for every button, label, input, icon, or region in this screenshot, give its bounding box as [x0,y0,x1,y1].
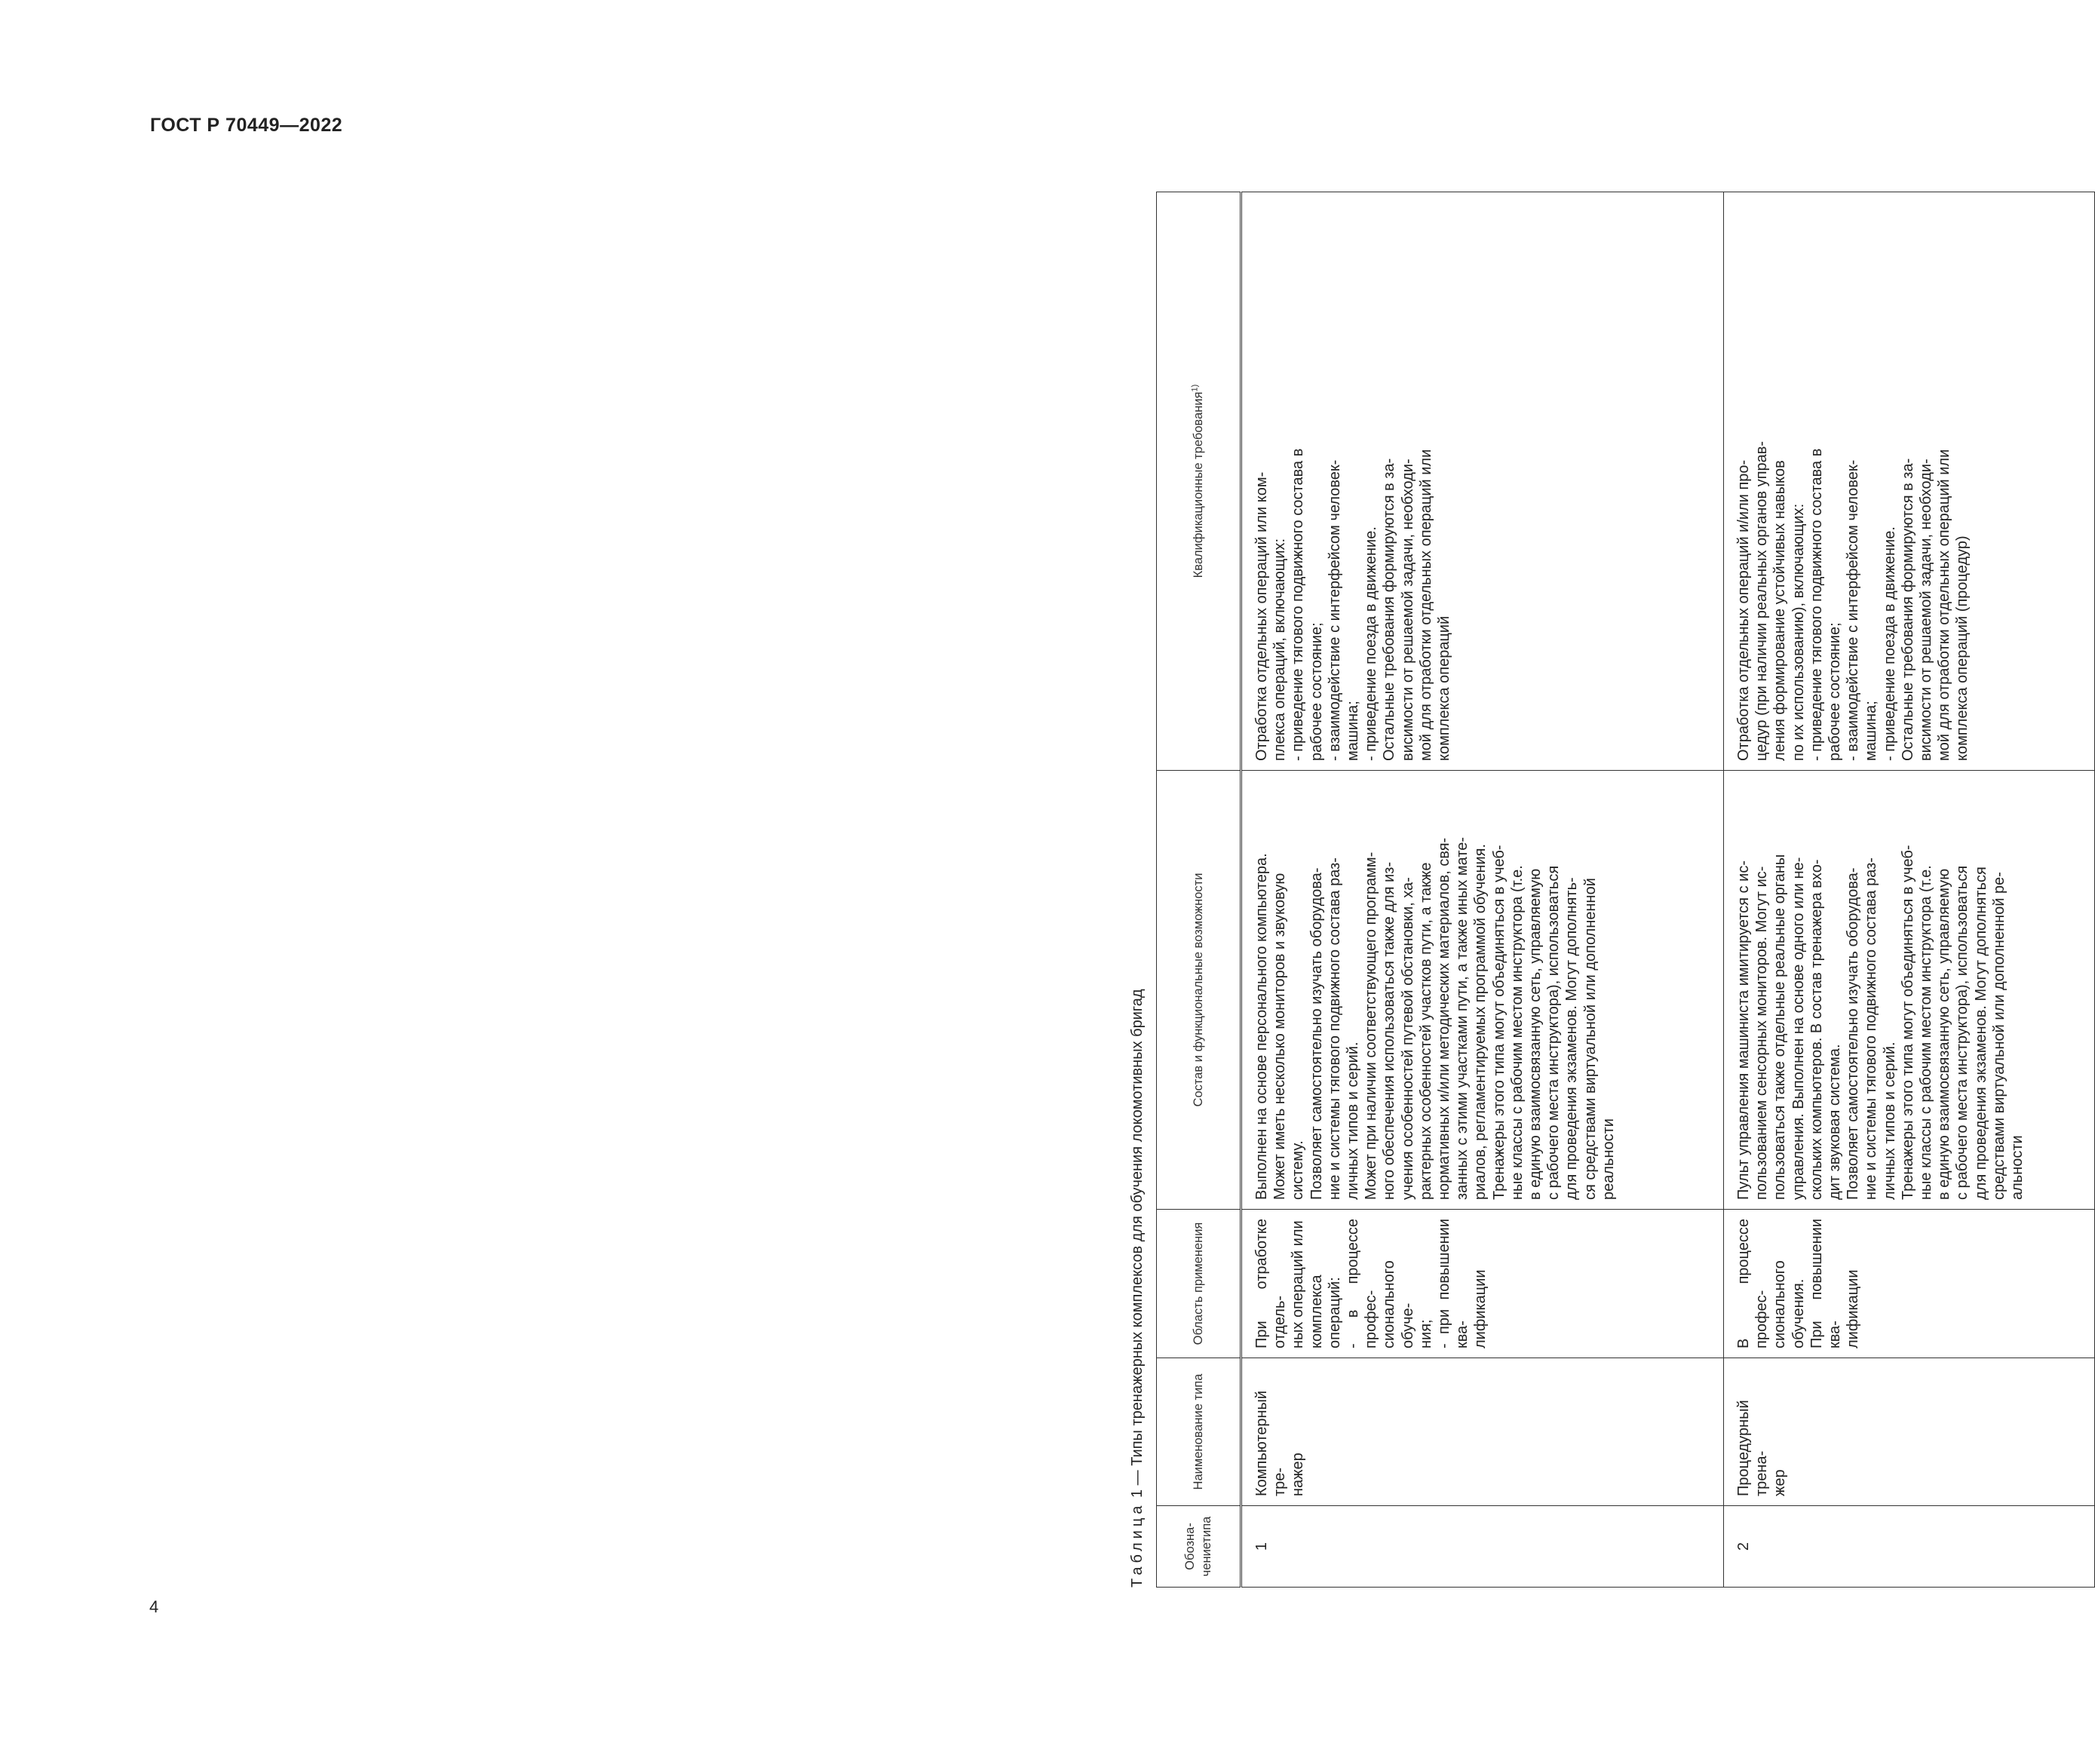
text-line: лификации [1472,1269,1489,1348]
text-line: висимости от решаемой задачи, необходи- [1399,459,1416,761]
text-line: личных типов и серий. [1881,1042,1898,1200]
text-line: В процессе профес- [1735,1219,1771,1348]
text-line: Может иметь несколько мониторов и звуковую [1271,873,1289,1200]
text-line: - приведение поезда в движение. [1881,526,1898,761]
cell-text [1735,780,2026,1200]
cell-text [1183,1517,1213,1577]
text-line: Может при наличии соответствующего программ- [1363,851,1380,1200]
cell-qualification [1724,192,2095,771]
table-caption-text: 1 — Типы тренажерных комплексов для обучения локомотивных бригад [1129,989,1146,1499]
text-line: в единую взаимосвязанную сеть, управляемую [1936,868,1953,1200]
text-line: с рабочего места инструктора), использоваться [1954,865,1971,1200]
text-line: пользоваться также отдельные реальные органы [1771,854,1789,1200]
text-line: цедур (при наличии реальных органов управ- [1753,440,1771,761]
text-line: Выполнен на основе персонального компьютера. [1253,853,1270,1200]
text-line: с рабочего места инструктора), использоваться [1545,865,1563,1200]
text-line: - взаимодействие с интерфейсом человек- [1845,459,1862,761]
text-line: риалов, регламентируемых программой обучения. [1472,843,1489,1200]
text-line: скольких компьютеров. В состав тренажера вхо- [1808,859,1825,1200]
text-line: реальности [1600,1118,1617,1200]
text-line: занных с этими участками пути, а также иных мате- [1454,836,1471,1200]
table-row [1724,192,2095,1588]
text-line: комплекса операций: [1308,1275,1343,1348]
cell-text [1735,1367,1790,1496]
text-line: ных операций или [1290,1220,1307,1348]
col-header-composition: Состав и функциональные возможности [1157,771,1241,1210]
text-line: мой для отработки отдельных операций или [1936,449,1953,761]
text-line: Пульт управления машиниста имитируется с ис- [1735,860,1752,1200]
text-line: сионального обуче- [1381,1260,1416,1348]
text-line: дит звуковая система. [1827,1044,1844,1200]
text-line: Процедурный трена- [1735,1400,1771,1496]
text-line: Тренажеры этого типа могут объединяться в учеб- [1490,845,1508,1200]
text-line: - при повышении ква- [1436,1219,1471,1348]
text-line: комплекса операций (процедур) [1954,535,1971,761]
text-line: сионального обучения. [1771,1260,1807,1348]
text-line: типа [1200,1516,1213,1543]
cell-composition [1241,771,1724,1210]
text-line: средствами виртуальной или дополненной ре- [1990,872,2008,1200]
cell-designation: 1 [1241,1506,1724,1588]
text-line: лификации [1845,1269,1862,1348]
text-line: управления. Выполнен на основе одного или не- [1790,857,1807,1200]
table-row [1241,192,1724,1588]
cell-text [1735,201,1972,761]
cell-type-name [1241,1358,1724,1506]
cell-text [1253,1219,1490,1348]
text-line: по их использованию), включающих: [1790,503,1807,761]
text-line: комплекса операций [1436,615,1453,761]
text-line: машина; [1863,701,1880,761]
text-line: для проведения экзаменов. Могут дополнять- [1563,877,1581,1200]
trainer-types-table [1156,192,2095,1588]
cell-composition [1724,771,2095,1210]
table-caption-label: Таблица [1129,1502,1146,1588]
text-line: пользованием сенсорных мониторов. Могут ис- [1753,866,1771,1200]
cell-text [1253,1367,1308,1496]
text-line: При повышении ква- [1808,1219,1844,1348]
text-line: нажер [1290,1453,1307,1496]
text-line: рактерных особенностей участков пути, а также [1417,862,1434,1200]
cell-qualification [1241,192,1724,771]
table-header-row [1157,192,1241,1588]
text-line: чение [1200,1542,1213,1577]
col-header-qualification [1157,192,1241,771]
text-line: ные классы с рабочим местом инструктора (т.е. [1508,865,1526,1200]
cell-scope [1724,1210,2095,1358]
text-line: ние и системы тягового подвижного состава раз- [1863,857,1880,1200]
text-line: висимости от решаемой задачи, необходи- [1918,459,1935,761]
text-line: Остальные требования формируются в за- [1381,458,1398,761]
text-line: мой для отработки отдельных операций или [1417,449,1434,761]
text-line: альности [2009,1135,2026,1200]
text-line: рабочее состояние; [1308,622,1325,761]
cell-text [1253,780,1618,1200]
text-line: ния; [1417,1319,1434,1348]
text-line: ного обеспечения использоваться также для из- [1381,861,1398,1200]
cell-designation: 2 [1724,1506,2095,1588]
text-line: для проведения экзаменов. Могут дополняться [1972,867,1989,1200]
text-line: - приведение поезда в движение. [1363,526,1380,761]
text-line: Обозна- [1183,1523,1197,1570]
text-line: - приведение тягового подвижного состава в [1290,448,1307,761]
text-line: - в процессе профес- [1345,1219,1380,1348]
rotated-table-area [1129,192,2079,1595]
cell-type-name [1724,1358,2095,1506]
text-line: ления формирование устойчивых навыков [1771,460,1789,761]
text-line: При отработке отдель- [1253,1219,1289,1348]
text-line: машина; [1345,701,1362,761]
text-line: нормативных и/или методических материалов, свя- [1436,837,1453,1200]
footnote-marker: 1) [1190,384,1200,392]
text-line: жер [1771,1469,1789,1496]
text-line: - взаимодействие с интерфейсом человек- [1326,459,1343,761]
text-line: рабочее состояние; [1827,622,1844,761]
cell-scope [1241,1210,1724,1358]
text-line: Отработка отдельных операций и/или про- [1735,459,1752,761]
cell-text [1735,1219,1862,1348]
text-line: - приведение тягового подвижного состава в [1808,448,1825,761]
text-line: ные классы с рабочим местом инструктора (т.е. [1918,865,1935,1200]
text-line: в единую взаимосвязанную сеть, управляемую [1527,868,1544,1200]
page-number: 4 [149,1597,159,1616]
text-line: систему. [1290,1140,1307,1200]
col-header-designation [1157,1506,1241,1588]
text-line: Позволяет самостоятельно изучать оборудова- [1308,867,1325,1200]
text-line: Тренажеры этого типа могут объединяться в учеб- [1899,845,1916,1200]
text-line: Позволяет самостоятельно изучать оборудова- [1845,867,1862,1200]
text-line: Компьютерный тре- [1253,1390,1289,1496]
text-line: учения особенностей путевой обстановки, ха- [1399,877,1416,1200]
text-line: плекса операций, включающих: [1271,538,1289,761]
text-line: ние и системы тягового подвижного состава раз- [1326,857,1343,1200]
text-line: Остальные требования формируются в за- [1899,458,1916,761]
text-line: Отработка отдельных операций или ком- [1253,471,1270,761]
col-header-scope: Область применения [1157,1210,1241,1358]
table-caption [1129,989,1146,1588]
document-header: ГОСТ Р 70449—2022 [150,115,343,136]
col-header-type-name: Наименование типа [1157,1358,1241,1506]
col-header-qualification-label: Квалификационные требования [1192,391,1205,578]
cell-text [1253,201,1453,761]
text-line: личных типов и серий. [1345,1042,1362,1200]
text-line: ся средствами виртуальной или дополненной [1581,878,1599,1200]
